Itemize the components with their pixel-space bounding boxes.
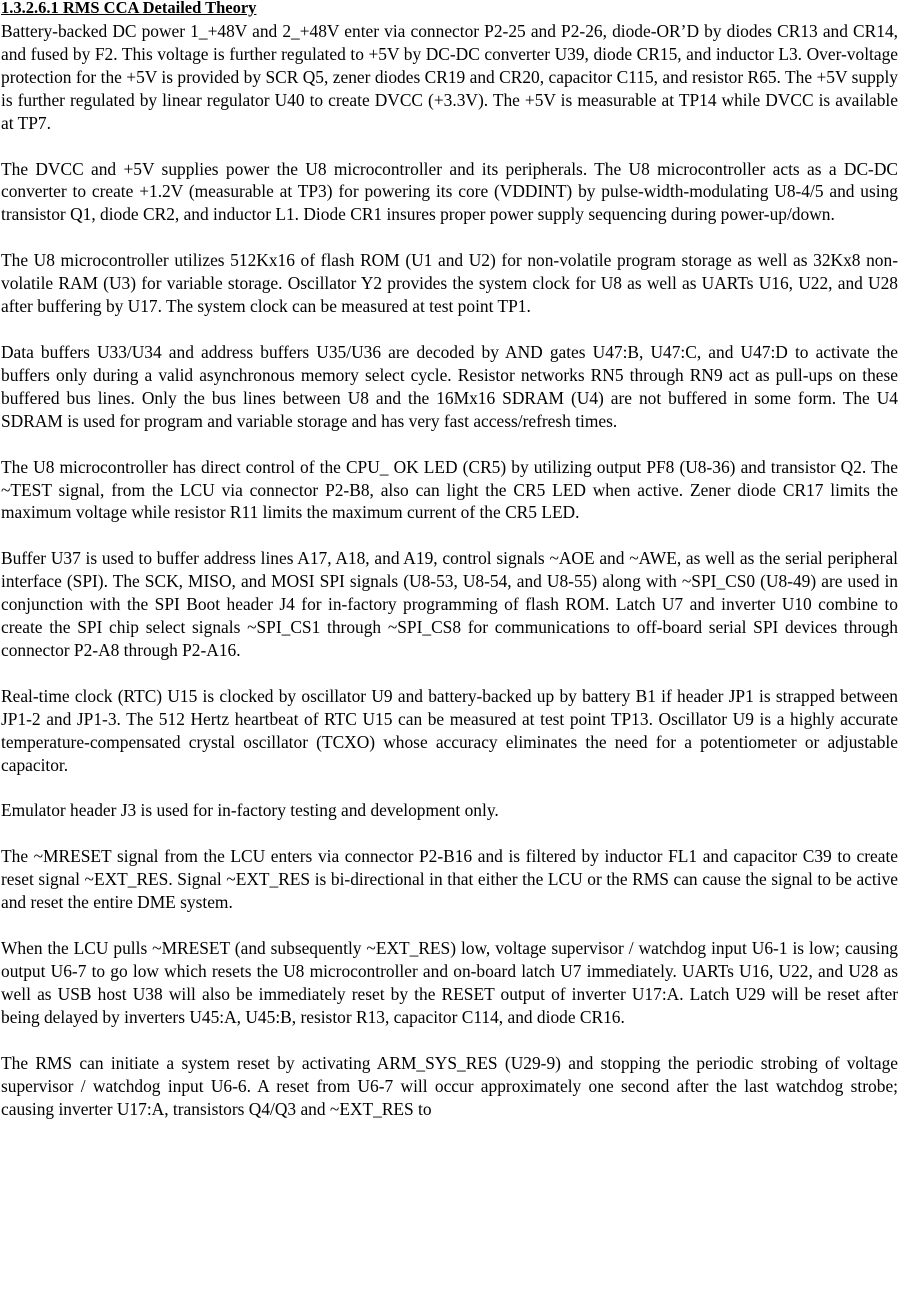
paragraph-mreset: The ~MRESET signal from the LCU enters via connector P2-B16 and is filtered by inductor FL1 and capacitor C39 to create reset signal ~EXT_RES. Signal ~EXT_RES is bi-directional in that either the LCU or the RMS can cause the signal to be active and reset the entire DME system. — [1, 846, 898, 913]
paragraph-supplies: The DVCC and +5V supplies power the U8 microcontroller and its peripherals. The U8 microcontroller acts as a DC-DC converter to create +1.2V (measurable at TP3) for powering its core (VDDINT) by pulse-width-modulating U8-4/5 and using transistor Q1, diode CR2, and inductor L1. Diode CR1 insures proper power supply sequencing during power-up/down. — [1, 158, 898, 225]
paragraph-power-input: Battery-backed DC power 1_+48V and 2_+48V enter via connector P2-25 and P2-26, diode-OR’D by diodes CR13 and CR14, and fused by F2. This voltage is further regulated to +5V by DC-DC converter U39, diode CR15, and inductor L3. Over-voltage protection for the +5V is provided by SCR Q5, zener diodes CR19 and CR20, capacitor C115, and resistor R65. The +5V supply is further regulated by linear regulator U40 to create DVCC (+3.3V). The +5V is measurable at TP14 while DVCC is available at TP7. — [1, 21, 898, 133]
section-heading: 1.3.2.6.1 RMS CCA Detailed Theory — [1, 0, 257, 17]
paragraph-memory: The U8 microcontroller utilizes 512Kx16 of flash ROM (U1 and U2) for non-volatile program storage as well as 32Kx8 non-volatile RAM (U3) for variable storage. Oscillator Y2 provides the system clock for U8 as well as UARTs U16, U22, and U28 after buffering by U17. The system clock can be measured at test point TP1. — [1, 250, 898, 317]
paragraph-rms-reset: The RMS can initiate a system reset by activating ARM_SYS_RES (U29-9) and stopping the periodic strobing of voltage supervisor / watchdog input U6-6. A reset from U6-7 will occur approximately one second after the last watchdog strobe; causing inverter U17:A, transistors Q4/Q3 and ~EXT_RES to — [1, 1052, 898, 1119]
paragraph-spi: Buffer U37 is used to buffer address lines A17, A18, and A19, control signals ~AOE and ~AWE, as well as the serial peripheral interface (SPI). The SCK, MISO, and MOSI SPI signals (U8-53, U8-54, and U8-55) along with ~SPI_CS0 (U8-49) are used in conjunction with the SPI Boot header J4 for in-factory programming of flash ROM. Latch U7 and inverter U10 combine to create the SPI chip select signals ~SPI_CS1 through ~SPI_CS8 for communications to off-board serial SPI devices through connector P2-A8 through P2-A16. — [1, 548, 898, 660]
paragraph-cpu-ok-led: The U8 microcontroller has direct control of the CPU_ OK LED (CR5) by utilizing output PF8 (U8-36) and transistor Q2. The ~TEST signal, from the LCU via connector P2-B8, also can light the CR5 LED when active. Zener diode CR17 limits the maximum voltage while resistor R11 limits the maximum current of the CR5 LED. — [1, 456, 898, 523]
paragraph-rtc: Real-time clock (RTC) U15 is clocked by oscillator U9 and battery-backed up by battery B1 if header JP1 is strapped between JP1-2 and JP1-3. The 512 Hertz heartbeat of RTC U15 can be measured at test point TP13. Oscillator U9 is a highly accurate temperature-compensated crystal oscillator (TCXO) whose accuracy eliminates the need for a potentiometer or adjustable capacitor. — [1, 685, 898, 775]
paragraph-emulator: Emulator header J3 is used for in-factory testing and development only. — [1, 800, 499, 821]
paragraph-lcu-reset: When the LCU pulls ~MRESET (and subsequently ~EXT_RES) low, voltage supervisor / watchdog input U6-1 is low; causing output U6-7 to go low which resets the U8 microcontroller and on-board latch U7 immediately. UARTs U16, U22, and U28 as well as USB host U38 will also be immediately reset by the RESET output of inverter U17:A. Latch U29 will be reset after being delayed by inverters U45:A, U45:B, resistor R13, capacitor C114, and diode CR16. — [1, 938, 898, 1027]
paragraph-buffers: Data buffers U33/U34 and address buffers U35/U36 are decoded by AND gates U47:B, U47:C, and U47:D to activate the buffers only during a valid asynchronous memory select cycle. Resistor networks RN5 through RN9 act as pull-ups on these buffered bus lines. Only the bus lines between U8 and the 16Mx16 SDRAM (U4) are not buffered in some form. The U4 SDRAM is used for program and variable storage and has very fast access/refresh times. — [1, 341, 898, 431]
